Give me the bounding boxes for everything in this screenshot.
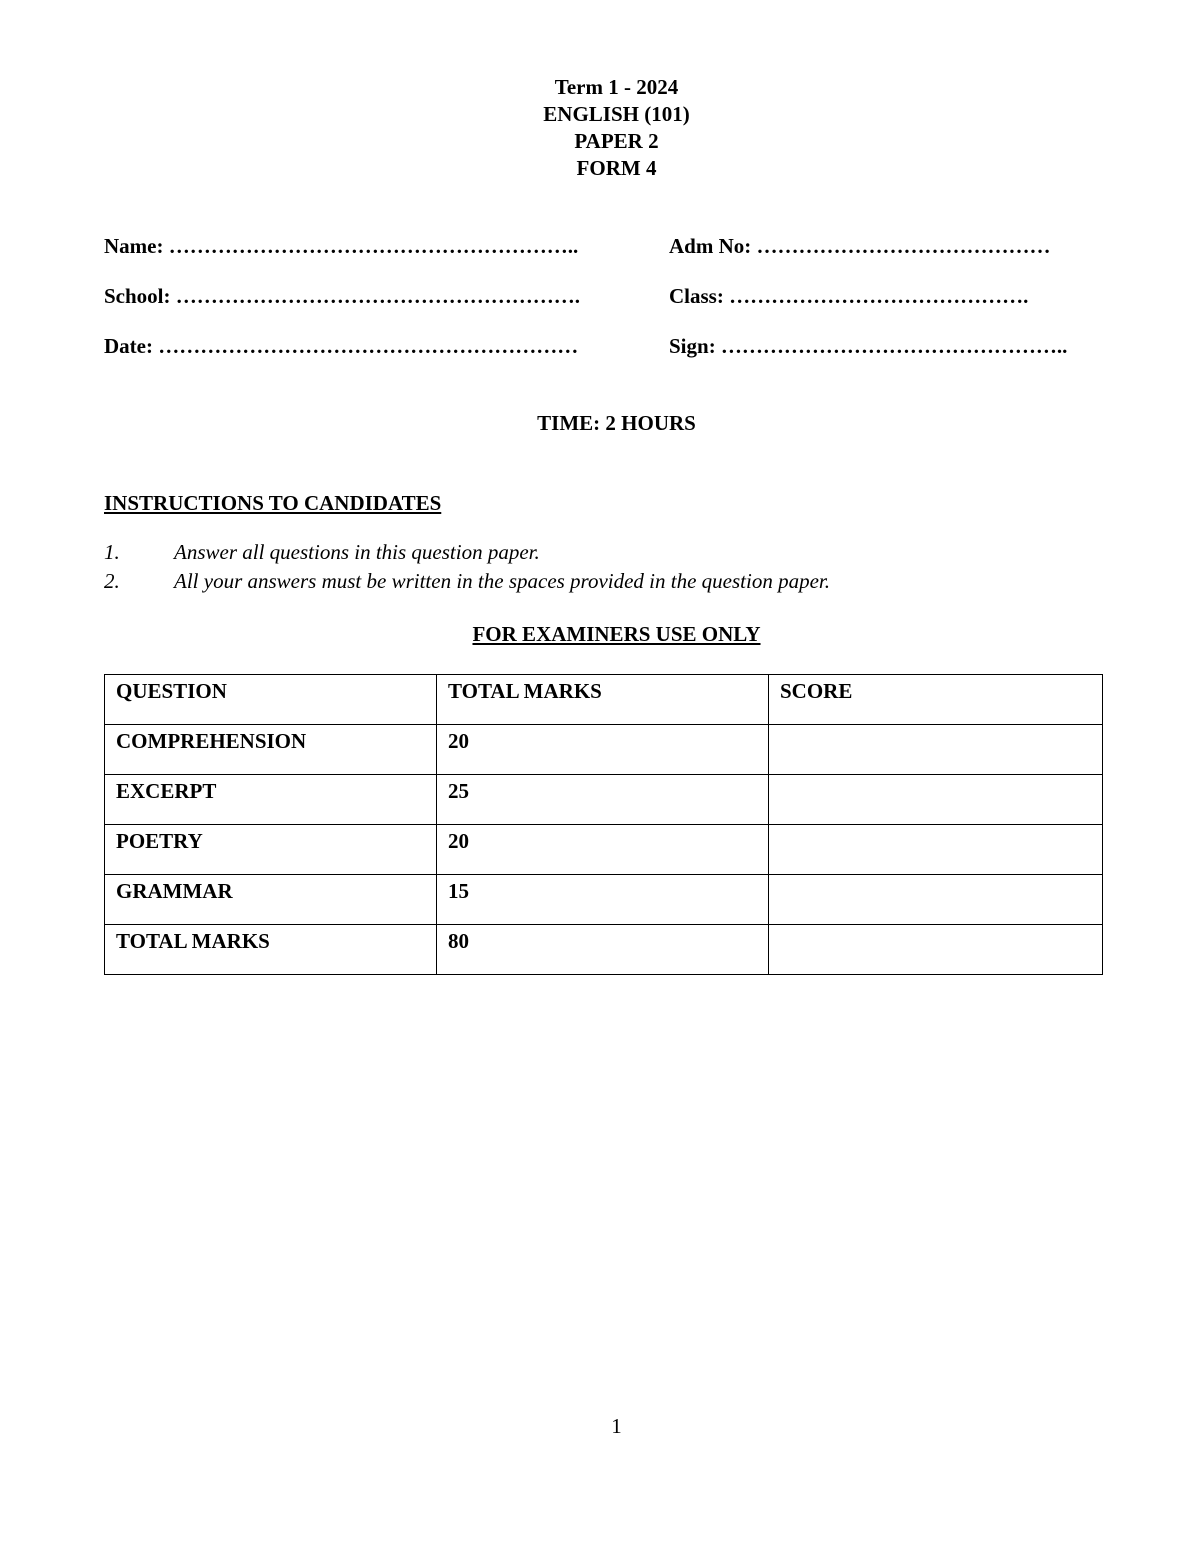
name-field[interactable]: Name: ………………………………………………….. (104, 234, 579, 258)
question-cell: EXCERPT (105, 775, 437, 825)
score-cell[interactable] (769, 825, 1103, 875)
score-cell[interactable] (769, 875, 1103, 925)
instructions-title: INSTRUCTIONS TO CANDIDATES (104, 491, 442, 515)
instruction-text: Answer all questions in this question paper. (174, 540, 540, 564)
instruction-number: 2. (104, 569, 120, 593)
examiners-use-title: FOR EXAMINERS USE ONLY (472, 622, 761, 646)
school-field[interactable]: School: …………………………………………………. (104, 284, 581, 308)
question-cell: GRAMMAR (105, 875, 437, 925)
adm-no-field[interactable]: Adm No: …………………………………… (669, 234, 1051, 258)
header-total-marks: TOTAL MARKS (437, 675, 769, 725)
time-allowed: TIME: 2 HOURS (537, 411, 696, 435)
instruction-number: 1. (104, 540, 120, 564)
table-row (105, 775, 1103, 825)
marks-cell: 20 (437, 825, 769, 875)
marks-table (104, 674, 1103, 975)
question-cell: COMPREHENSION (105, 725, 437, 775)
score-cell[interactable] (769, 725, 1103, 775)
marks-cell: 15 (437, 875, 769, 925)
marks-cell: 80 (437, 925, 769, 975)
paper-line: PAPER 2 (574, 129, 659, 153)
instruction-text: All your answers must be written in the spaces provided in the question paper. (174, 569, 830, 593)
score-cell[interactable] (769, 775, 1103, 825)
class-field[interactable]: Class: ……………………………………. (669, 284, 1029, 308)
sign-field[interactable]: Sign: ………………………………………….. (669, 334, 1068, 358)
term-line: Term 1 - 2024 (554, 75, 679, 99)
question-cell: POETRY (105, 825, 437, 875)
subject-line: ENGLISH (101) (543, 102, 690, 126)
score-cell[interactable] (769, 925, 1103, 975)
exam-header (0, 74, 1200, 182)
table-row (105, 925, 1103, 975)
page-number: 1 (611, 1414, 622, 1438)
marks-cell: 20 (437, 725, 769, 775)
instruction-item (104, 540, 540, 565)
marks-cell: 25 (437, 775, 769, 825)
date-field[interactable]: Date: …………………………………………………… (104, 334, 579, 358)
question-cell: TOTAL MARKS (105, 925, 437, 975)
instruction-item (104, 569, 830, 594)
header-question: QUESTION (105, 675, 437, 725)
table-row (105, 875, 1103, 925)
table-row (105, 825, 1103, 875)
header-score: SCORE (769, 675, 1103, 725)
table-row (105, 725, 1103, 775)
form-line: FORM 4 (576, 156, 657, 180)
table-header-row (105, 675, 1103, 725)
